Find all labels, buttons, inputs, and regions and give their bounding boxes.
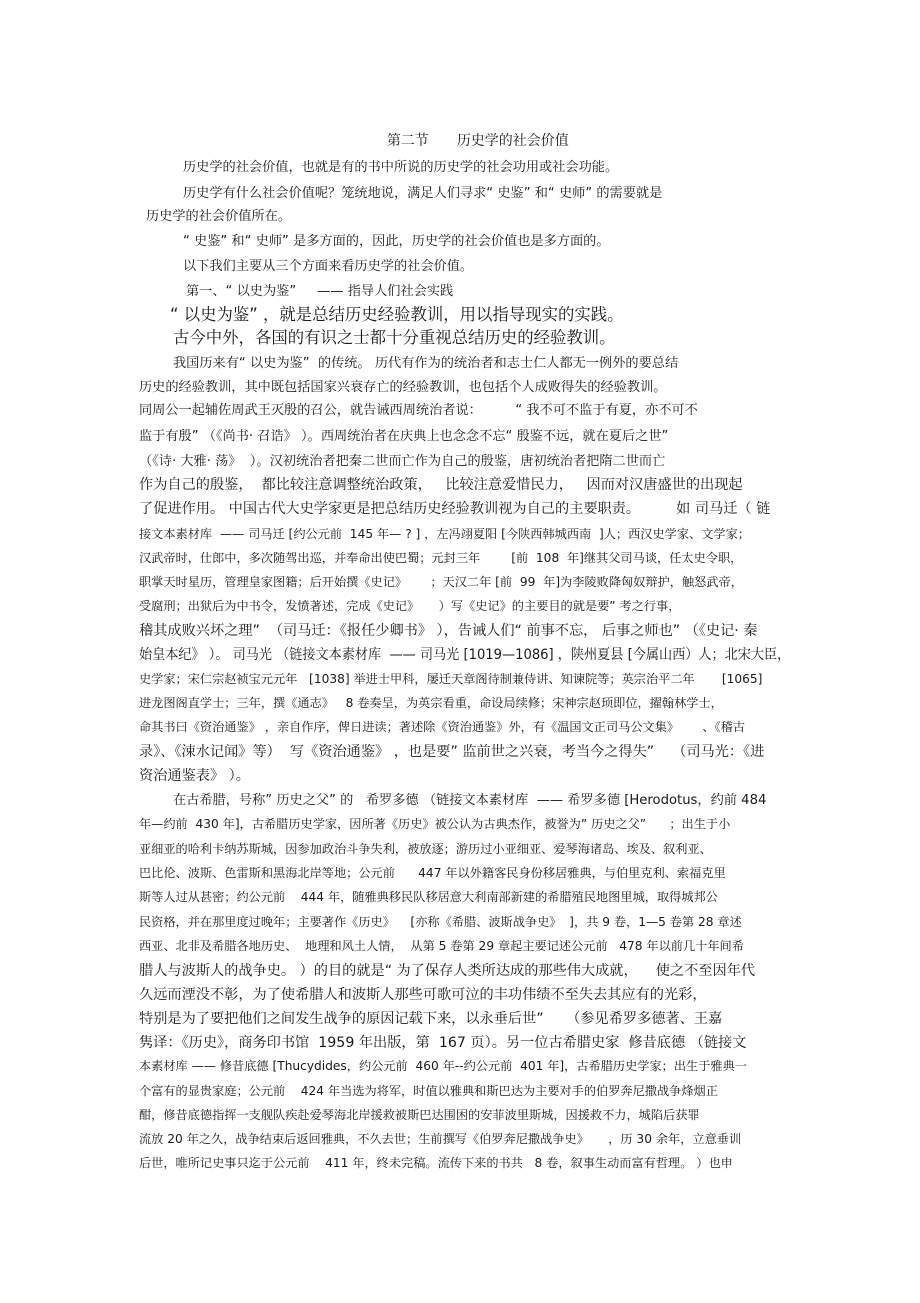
text-line: 始皇本纪》 ）。 司马光 （链接文本素材库 —— 司马光 [1019—1086] ，陕州夏县 [今属山西）人；北宋大臣，: [139, 647, 791, 663]
text-line: 历史的经验教训，其中既包括国家兴衰存亡的经验教训，也包括个人成败得失的经验教训。: [139, 380, 667, 395]
section-number: 第二节: [386, 133, 429, 149]
text-line: （《诗· 大雅· 荡》 ）。汉初统治者把秦二世而亡作为自己的殷鉴，唐初统治者把隋二世而亡: [139, 454, 666, 469]
text-line: 斯等人过从甚密；约公元前 444 年，随雅典移民队移居意大利南部新建的希腊殖民地图里城，取得城邦公: [139, 890, 718, 904]
text-line: 录》、《涑水记闻》等） 写《资治通鉴》 ，也是要” 监前世之兴衰，考当今之得失” （司马光：《进: [139, 744, 765, 760]
text-line: 历史学的社会价值，也就是有的书中所说的历史学的社会功用或社会功能。: [183, 160, 619, 175]
text-line: 历史学有什么社会价值呢？笼统地说，满足人们寻求“ 史鉴” 和“ 史师” 的需要就是: [183, 186, 663, 201]
text-line: 接文本素材库 —— 司马迁 [约公元前 145 年— ? ] ，左冯翊夏阳 [今陕西韩城西南 ]人；西汉史学家、文学家；: [139, 527, 750, 541]
text-line: 命其书曰《资治通鉴》 ，亲自作序，俾日进读；著述除《资治通鉴》外，有《温国文正司马公文集》 、《稽古: [139, 720, 746, 734]
text-line: 久远而湮没不彰，为了使希腊人和波斯人那些可歌可泣的丰功伟绩不至失去其应有的光彩，: [139, 987, 707, 1003]
text-line: 年—约前 430 年]，古希腊历史学家，因所著《历史》被公认为古典杰作，被誉为” 历史之父” ；出生于小: [139, 817, 731, 831]
text-line: 作为自己的殷鉴， 都比较注意调整统治政策， 比较注意爱惜民力， 因而对汉唐盛世的出现起: [139, 477, 743, 493]
text-line: 在古希腊，号称” 历史之父” 的 希罗多德 （链接文本素材库 —— 希罗多德 [Herodotus，约前 484: [173, 793, 767, 808]
text-line: 特别是为了要把他们之间发生战争的原因记载下来，以永垂后世” （参见希罗多德著、王嘉: [139, 1011, 723, 1027]
text-line: “ 史鉴” 和“ 史师” 是多方面的，因此，历史学的社会价值也是多方面的。: [183, 234, 610, 249]
text-line: 汉武帝时，仕郎中，多次随驾出巡，并奉命出使巴蜀；元封三年 [前 108 年]继其父司马谈，任太史令职，: [139, 551, 743, 565]
text-line: 西亚、北非及希腊各地历史、 地理和风土人情， 从第 5 卷第 29 章起主要记述公元前 478 年以前几十年间希: [139, 939, 744, 953]
text-line: 古今中外，各国的有识之士都十分重视总结历史的经验教训。: [173, 328, 616, 347]
text-line: 本素材库 —— 修昔底德 [Thucydides，约公元前 460 年--约公元前 401 年]，古希腊历史学家；出生于雅典一: [139, 1059, 747, 1073]
text-line: 稽其成败兴坏之理” （司马迁：《报任少卿书》 ），告诫人们“ 前事不忘， 后事之师也” （《史记· 秦: [139, 623, 758, 639]
text-line: “ 以史为鉴” ，就是总结历史经验教训，用以指导现实的实践。: [170, 305, 624, 324]
text-line: 后世，唯所记史事只迄于公元前 411 年，终未完稿。流传下来的书共 8 卷，叙事生动而富有哲理。 ）也申: [139, 1156, 733, 1170]
section-title: 历史学的社会价值: [456, 133, 569, 149]
text-line: 个富有的显贵家庭；公元前 424 年当选为将军，时值以雅典和斯巴达为主要对手的伯罗奔尼撒战争烽烟正: [139, 1084, 718, 1098]
text-line: 亚细亚的哈利卡纳苏斯城，因参加政治斗争失利，被放逐；游历过小亚细亚、爱琴海诸岛、埃及、叙利亚、: [139, 842, 712, 856]
text-line: 同周公一起辅佐周武王灭殷的召公，就告诫西周统治者说： “ 我不可不监于有夏，亦不可不: [139, 403, 698, 418]
text-line: 历史学的社会价值所在。: [146, 209, 292, 224]
text-line: 腊人与波斯人的战争史。 ）的目的就是“ 为了保存人类所达成的那些伟大成就， 使之不至因年代: [139, 963, 756, 979]
text-line: 进龙图阁直学士；三年，撰《通志》 8 卷奏呈，为英宗看重，命设局续修；宋神宗赵顼即位，擢翰林学士，: [139, 696, 723, 710]
text-line: 以下我们主要从三个方面来看历史学的社会价值。: [183, 259, 474, 274]
text-line: 史学家；宋仁宗赵祯宝元元年 [1038] 举进士甲科，屡迁天章阁待制兼侍讲、知谏院等；英宗治平二年 [1065]: [139, 672, 763, 686]
text-line: 资治通鉴表》 ）。: [139, 768, 250, 784]
text-line: 了促进作用。 中国古代大史学家更是把总结历史经验教训视为自己的主要职责。 如 司马迁（ 链: [139, 501, 771, 517]
text-line: 酣，修昔底德指挥一支舰队疾赴爱琴海北岸援救被斯巴达围困的安菲波里斯城，因援救不力，城陷后获罪: [139, 1108, 700, 1122]
text-line: 我国历来有“ 以史为鉴” 的传统。 历代有作为的统治者和志士仁人都无一例外的要总结: [173, 356, 679, 371]
text-line: 民资格，并在那里度过晚年；主要著作《历史》 [亦称《希腊、波斯战争史》 ]，共 9 卷，1—5 卷第 28 章述: [139, 915, 742, 929]
text-line: 第一、“ 以史为鉴” —— 指导人们社会实践: [186, 284, 454, 299]
text-line: 受腐刑；出狱后为中书令，发愤著述，完成《史记》 ）写《史记》的主要目的就是要” 考之行事，: [139, 599, 681, 613]
section-heading: [369, 120, 569, 162]
text-line: 监于有殷” （《尚书· 召诰》 ）。西周统治者在庆典上也念念不忘“ 殷鉴不远，就在夏后之世”: [139, 429, 669, 444]
text-line: 巴比伦、波斯、色雷斯和黑海北岸等地；公元前 447 年以外籍客民身份移居雅典，与伯里克利、索福克里: [139, 866, 726, 880]
text-line: 隽译：《历史》，商务印书馆 1959 年出版，第 167 页）。另一位古希腊史家 修昔底德 （链接文: [139, 1035, 747, 1051]
text-line: 流放 20 年之久，战争结束后返回雅典，不久去世；生前撰写《伯罗奔尼撒战争史》 ，历 30 余年，立意垂训: [139, 1132, 742, 1146]
text-line: 职掌天时星历，管理皇家图籍；后开始撰《史记》 ；天汉二年 [前 99 年]为李陵败降匈奴辩护，触怒武帝，: [139, 575, 743, 589]
